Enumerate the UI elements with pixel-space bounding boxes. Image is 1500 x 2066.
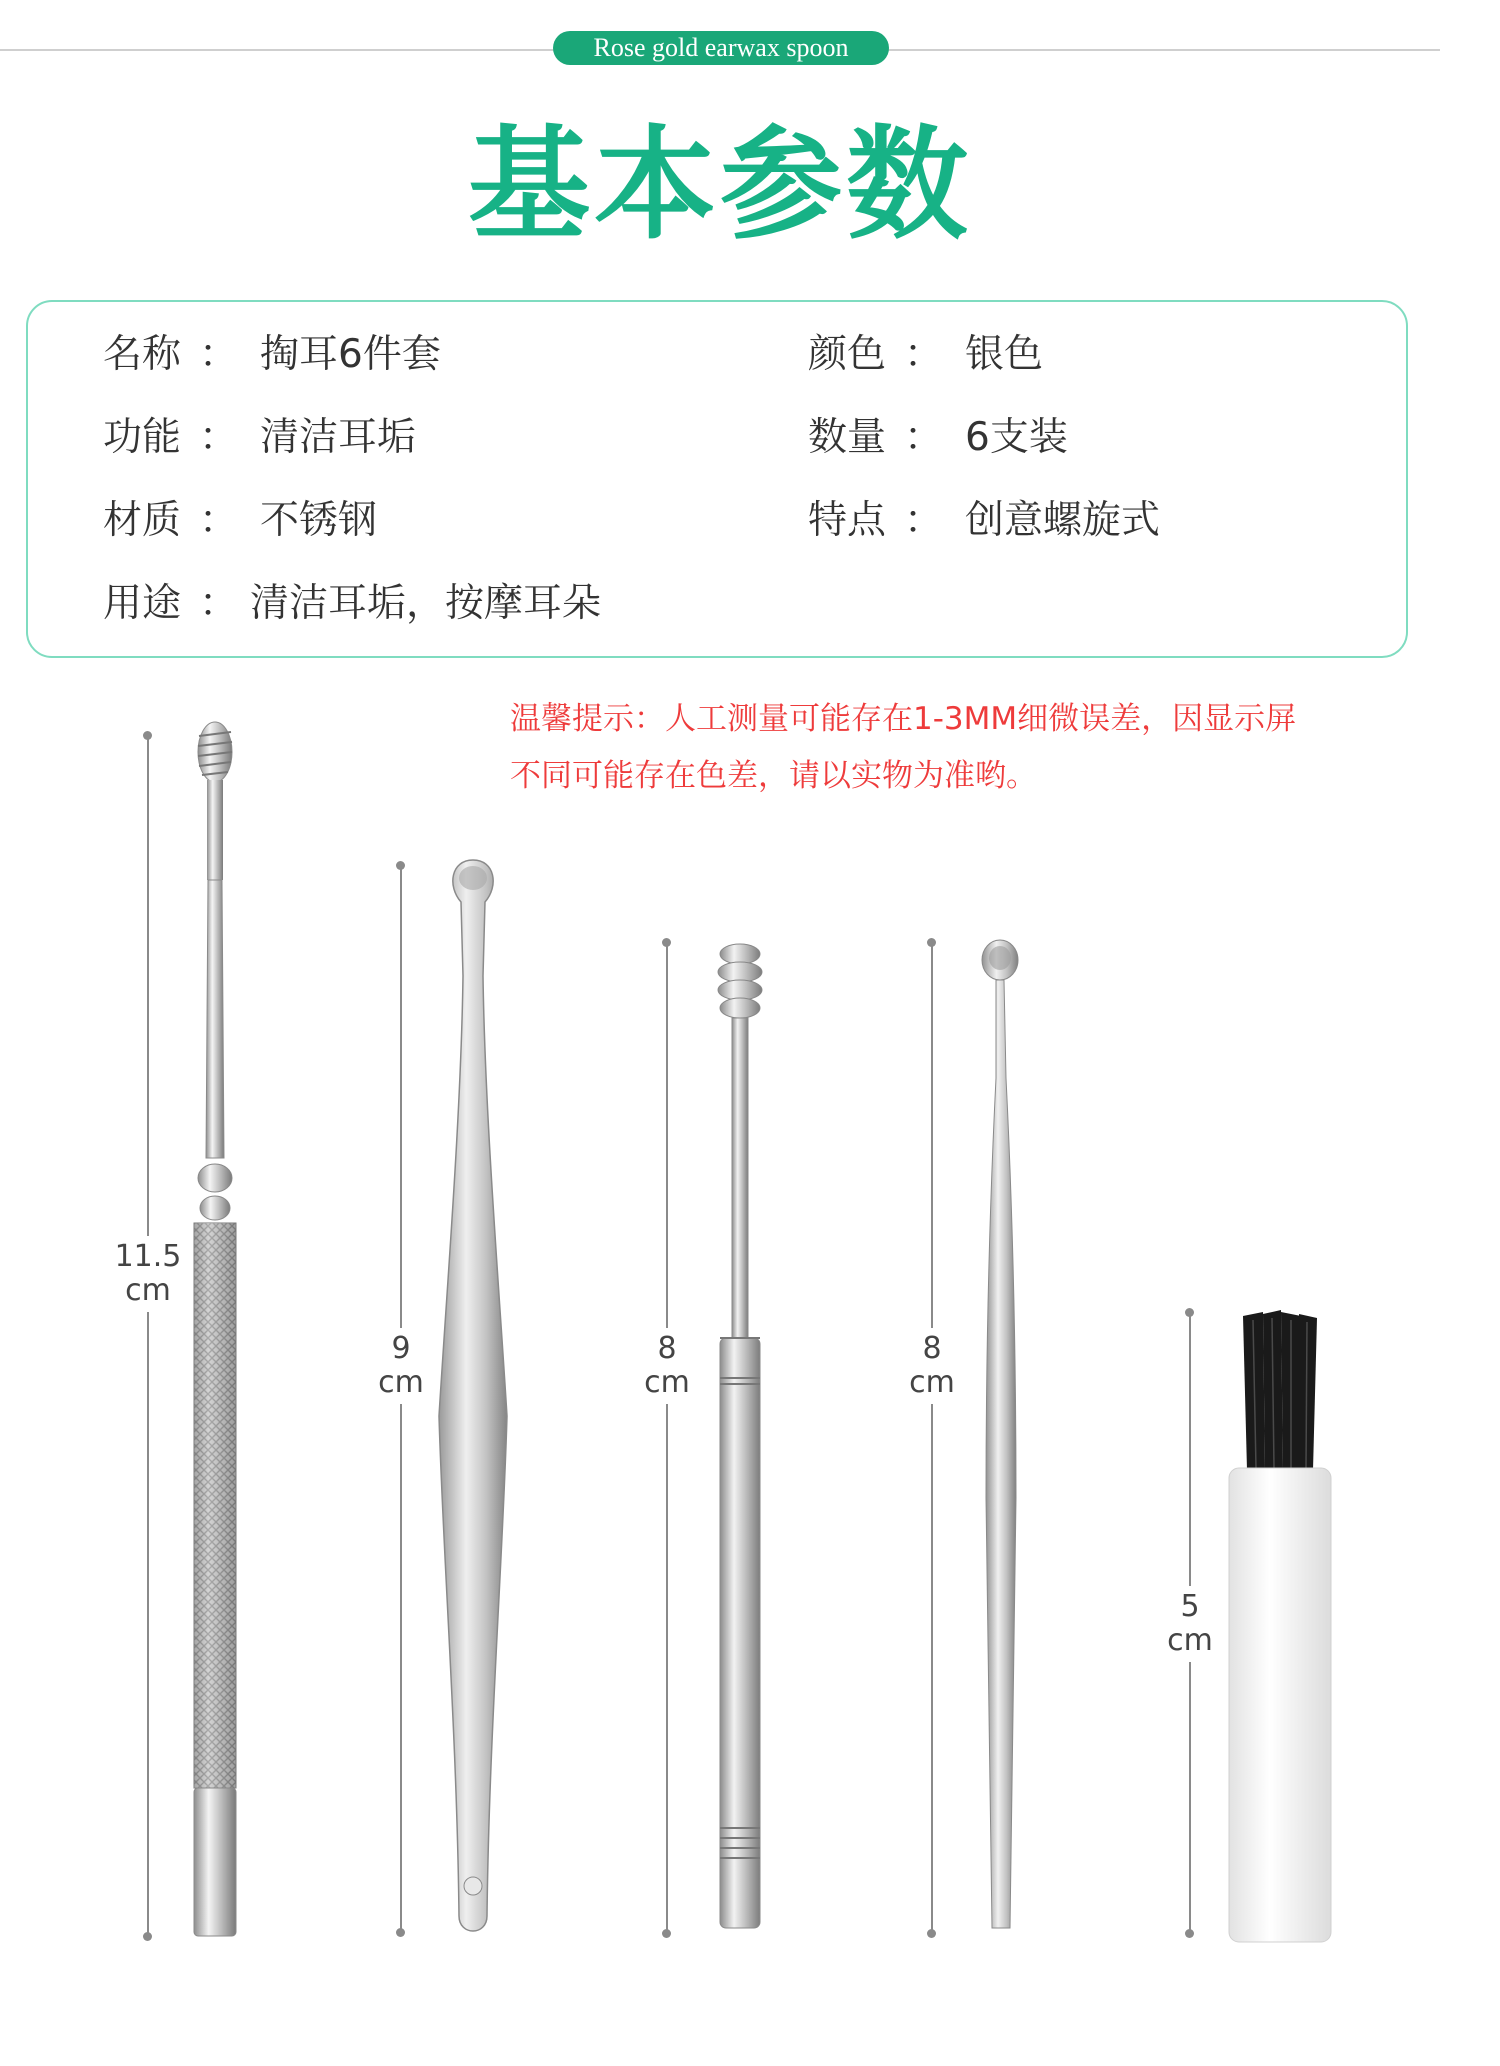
dimension-dot: [927, 1929, 936, 1938]
header-divider-left: [0, 49, 560, 51]
dimension-dot: [662, 1929, 671, 1938]
dimension-dot: [1185, 1929, 1194, 1938]
dimension-value: 11.5: [114, 1239, 182, 1274]
spec-label: 功能: [103, 415, 182, 460]
dimension-line-3: [666, 943, 668, 1933]
spec-value: 清洁耳垢，按摩耳朵: [250, 581, 602, 626]
dimension-value: 5: [1180, 1589, 1200, 1624]
spec-label: 用途: [103, 581, 182, 626]
spec-label: 特点: [808, 498, 887, 543]
notice-line-2: 不同可能存在色差，请以实物为准哟。: [510, 758, 1037, 794]
dimension-unit: cm: [909, 1365, 955, 1400]
dimension-line-4: [931, 943, 933, 1933]
product-name-badge: Rose gold earwax spoon: [553, 31, 889, 65]
spec-label: 名称: [103, 332, 182, 377]
dimension-dot: [1185, 1308, 1194, 1317]
dimension-unit: cm: [125, 1273, 171, 1308]
dimension-dot: [143, 731, 152, 740]
dimension-line-1: [147, 736, 149, 1936]
spec-material: [103, 496, 377, 546]
spec-colon: ：: [904, 498, 944, 543]
spec-quantity: [808, 413, 1068, 463]
spec-colon: ：: [199, 581, 239, 626]
dimension-label-2: [370, 1328, 432, 1404]
spec-function: [103, 413, 416, 463]
page-title: 基本参数: [468, 114, 972, 256]
spec-label: 颜色: [808, 332, 887, 377]
spiral-earpick-tool: [180, 718, 250, 1938]
dimension-label-4: [901, 1328, 963, 1404]
dimension-unit: cm: [644, 1365, 690, 1400]
dimension-dot: [396, 861, 405, 870]
dimension-unit: cm: [1167, 1623, 1213, 1658]
spec-value: 清洁耳垢: [260, 415, 417, 460]
dimension-dot: [396, 1928, 405, 1937]
spec-colon: ：: [904, 415, 944, 460]
cleaning-brush-tool: [1225, 1310, 1335, 1945]
spec-value: 创意螺旋式: [965, 498, 1161, 543]
spec-label: 材质: [103, 498, 182, 543]
spec-colon: ：: [904, 332, 944, 377]
flat-spoon-tool: [433, 856, 513, 1946]
spec-label: 数量: [808, 415, 887, 460]
spec-value: 掏耳6件套: [260, 332, 441, 377]
spec-value: 6支装: [965, 415, 1068, 460]
spec-colon: ：: [199, 415, 239, 460]
spec-colon: ：: [199, 332, 239, 377]
dimension-value: 8: [922, 1331, 942, 1366]
dimension-dot: [662, 938, 671, 947]
header-divider-right: [882, 49, 1440, 51]
spiral-head-stick-tool: [710, 938, 770, 1938]
dimension-label-5: [1159, 1586, 1221, 1662]
spec-value: 银色: [965, 332, 1044, 377]
spec-name: [103, 330, 441, 380]
dimension-label-1: [104, 1236, 192, 1312]
dimension-dot: [143, 1932, 152, 1941]
spec-feature: [808, 496, 1160, 546]
notice-line-1: 温馨提示：人工测量可能存在1-3MM细微误差，因显示屏: [510, 701, 1297, 737]
dimension-unit: cm: [378, 1365, 424, 1400]
spec-usage: [103, 579, 601, 629]
small-spoon-tool: [970, 938, 1030, 1938]
dimension-value: 9: [391, 1331, 411, 1366]
spec-colon: ：: [199, 498, 239, 543]
spec-color: [808, 330, 1043, 380]
dimension-dot: [927, 938, 936, 947]
dimension-label-3: [636, 1328, 698, 1404]
spec-value: 不锈钢: [260, 498, 378, 543]
dimension-value: 8: [657, 1331, 677, 1366]
